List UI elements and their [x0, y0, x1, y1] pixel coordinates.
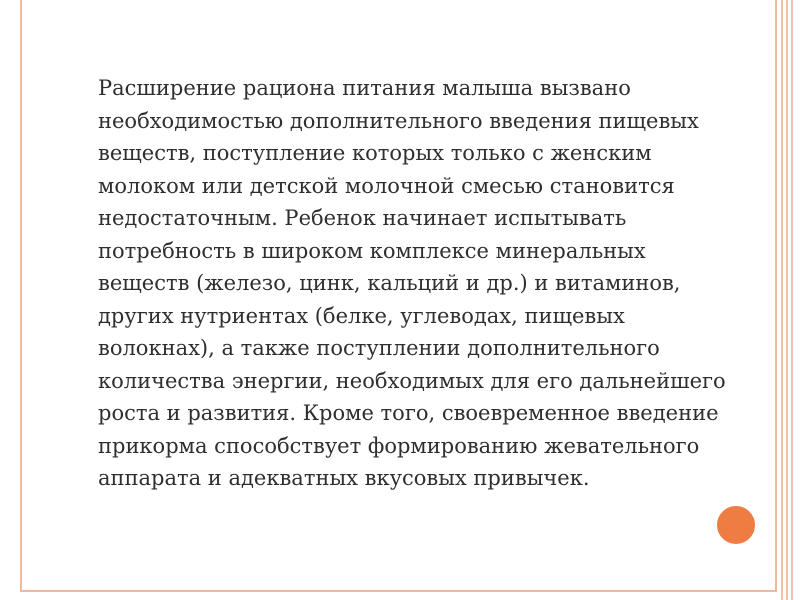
decorative-vertical-line: [786, 0, 788, 600]
decorative-circle-icon: [712, 501, 760, 549]
decorative-vertical-line: [781, 0, 783, 600]
slide-body-text: Расширение рациона питания малыша вызвано необходимостью дополнительного введения пищевых веществ, поступление которых только с женским молоком или детской молочной смесью становится недостаточным. Ребенок начинает испытывать потребность в широком комплексе минеральных веществ (железо, цинк, кальций и др.) и витаминов, других нутриентах (белке, углеводах, пищевых волокнах), а также поступлении дополнительного количества энергии, необходимых для его дальнейшего роста и развития. Кроме того, своевременное введение прикорма способствует формированию жевательного аппарата и адекватных вкусовых привычек.: [98, 76, 726, 490]
slide-frame: [20, 0, 777, 592]
decorative-vertical-line: [791, 0, 793, 600]
